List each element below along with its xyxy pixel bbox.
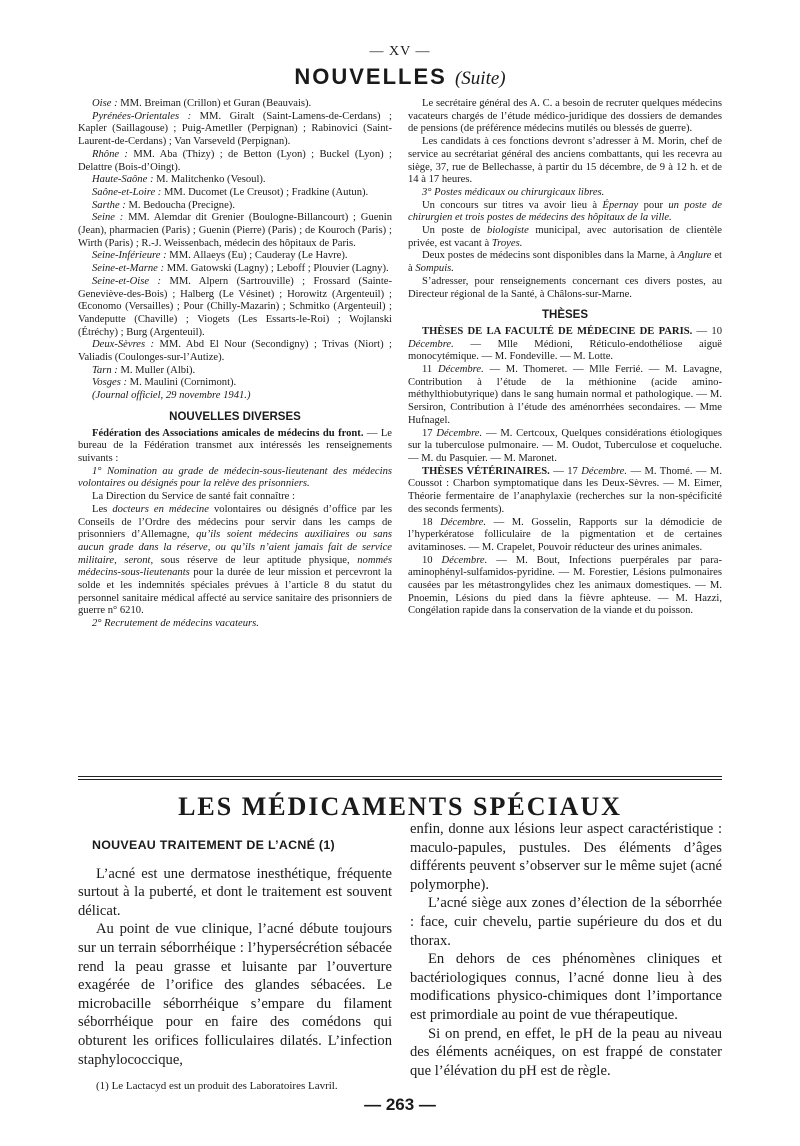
epernay-text: Épernay <box>602 199 639 211</box>
acne-heading: NOUVEAU TRAITEMENT DE L’ACNÉ (1) <box>92 838 335 852</box>
region-text: M. Muller (Albi). <box>117 364 196 376</box>
region-text: MM. Alemdar dit Grenier (Boulogne-Billancourt) ; Guenin (Jean), pharmacien (Paris) ; Guenin (Pierre) (Paris) ; de Kouroch (Paris) ; Wirth (Paris) ; R.-J. Weissenbach, médecin des hôpitaux de Paris. <box>78 212 392 249</box>
region-label: Seine : <box>92 212 124 224</box>
list-item <box>78 276 392 340</box>
acne-right-column <box>410 820 722 1080</box>
acne-paragraph: enfin, donne aux lésions leur aspect caractéristique : maculo-papules, pustules. Des éléments d’âges différents peuvent s’observer sur le même sujet (acné polymorphe). <box>410 821 722 893</box>
roman-page-number: — XV — <box>369 44 431 59</box>
thesis-text: — M. Thomé. — M. Coussot : Charbon symptomatique dans les Deux-Sèvres. — M. Eimer, Théorie fermentaire de l’anaphylaxie (recherches sur la non-spécificité des seconds ferments). <box>408 465 722 515</box>
page-number: — 263 — <box>364 1095 436 1114</box>
faculty-title: THÈSES DE LA FACULTÉ DE MÉDECINE DE PARIS. <box>422 325 693 337</box>
left-column <box>78 98 392 631</box>
region-text: MM. Aba (Thizy) ; de Betton (Lyon) ; Buckel (Lyon) ; Delattre (Bois-d’Oingt). <box>78 148 392 173</box>
list-item <box>78 250 392 263</box>
footnote: (1) Le Lactacyd est un produit des Laboratoires Lavril. <box>96 1080 338 1093</box>
thesis-entry <box>408 364 722 428</box>
federation-text: — Le bureau de la Fédération transmet aux intéressés les renseignements suivants : <box>78 427 392 464</box>
federation-paragraph <box>78 428 392 466</box>
acne-paragraph: L’acné est une dermatose inesthétique, fréquente surtout à la puberté, et dont le traitement est souvent délicat. <box>78 865 392 919</box>
acne-paragraph: Au point de vue clinique, l’acné débute toujours sur un terrain séborrhéique : l’hypersécrétion sébacée rend la peau grasse et luisante par l’ouverture exagérée de l’orifice des glandes sébacées. Le microbacille séborrhéique s’empare du filament séborrhéique pour en faire des comédons qui obturent les orifices folliculaires dilatés. L’infection staphylococcique, <box>78 921 392 1068</box>
epernay-text: Un concours sur titres va avoir lieu à <box>422 199 603 211</box>
thesis-text: — 17 <box>549 465 582 477</box>
contact-paragraph: S’adresser, pour renseignements concernant ces divers postes, au Directeur régional de la Santé, à Châlons-sur-Marne. <box>408 275 722 300</box>
thesis-entry <box>408 326 722 364</box>
thesis-text: 11 <box>422 364 438 376</box>
region-text: MM. Giralt (Saint-Lamens-de-Cerdans) ; Kapler (Saillagouse) ; Puig-Ametller (Perpignan) ; Rabinovici (Saint-Laurent-de-Cerdans) ; Van Varseveld (Perpignan). <box>78 110 392 148</box>
list-item <box>78 174 392 187</box>
doctors-text: docteurs en médecine <box>112 503 209 515</box>
doctors-text: nommés médecins-sous-lieutenants <box>78 554 392 579</box>
federation-title: Fédération des Associations amicales de médecins du front. <box>92 427 364 439</box>
list-item <box>78 212 392 250</box>
region-text: MM. Alpern (Sartrouville) ; Frossard (Sainte-Geneviève-des-Bois) ; Halberg (Le Vésinet) ; Horowitz (Argenteuil) ; Œconomo (Versailles) ; Pour (Chilly-Mazarin) ; Schmitko (Argenteuil) ; Vandeputte (Chaville) ; Viogets (Les Essarts-le-Roi) ; Wojlanski (Étréchy) ; Burg (Argenteuil). <box>78 275 392 338</box>
acne-paragraph: Si on prend, en effet, le pH de la peau au niveau des éléments acnéiques, on est frappé de constater que l’élévation du pH est de règle. <box>410 1025 722 1079</box>
region-label: Sarthe : <box>92 199 126 211</box>
thesis-text: — M. Gosselin, Rapports sur la démodicie de l’hyperkératose folliculaire de la pigmentation et de certaines avitaminoses. — M. Crapelet, Pouvoir réducteur des urines animales. <box>408 516 722 553</box>
medicaments-title: LES MÉDICAMENTS SPÉCIAUX <box>178 792 622 821</box>
region-label: Seine-Inférieure : <box>92 250 167 262</box>
direction-paragraph: La Direction du Service de santé fait connaître : <box>92 491 295 503</box>
secretary-paragraph: Le secrétaire général des A. C. a besoin de recruter quelques médecins vacateurs chargés de l’étude médico-juridique des dossiers de demandes de pensions (de préférence médecins mutilés ou blessés de guerre). <box>408 98 722 135</box>
thesis-entry <box>408 466 722 517</box>
thesis-text: 18 <box>422 516 441 528</box>
region-text: MM. Abd El Nour (Secondigny) ; Trivas (Niort) ; Valiadis (Coulonges-sur-l’Autize). <box>78 339 392 364</box>
recruitment-paragraph: 2° Recrutement de médecins vacateurs. <box>92 618 259 630</box>
thesis-text: — Mlle Médioni, Réticulo-endothéliose aiguë monocytémique. — M. Fondeville. — M. Lotte. <box>408 338 722 363</box>
region-label: Oise : <box>92 98 118 109</box>
region-label: Vosges : <box>92 377 128 389</box>
thesis-date: Décembre. <box>581 465 628 477</box>
list-item <box>78 98 392 111</box>
thesis-date: Décembre. <box>408 338 454 350</box>
epernay-paragraph <box>408 200 722 225</box>
list-item <box>78 377 392 390</box>
region-text: M. Maulini (Cornimont). <box>127 377 237 389</box>
list-item <box>78 339 392 364</box>
region-text: MM. Breiman (Crillon) et Guran (Beauvais). <box>117 98 312 109</box>
thesis-date: Décembre. <box>437 364 484 376</box>
diverses-heading: NOUVELLES DIVERSES <box>169 410 301 423</box>
region-label: Tarn : <box>92 364 118 376</box>
troyes-text: biologiste <box>487 225 529 237</box>
region-label: Seine-et-Marne : <box>92 263 165 275</box>
acne-left-column <box>78 826 392 1093</box>
section-title <box>0 64 800 90</box>
epernay-text: pour <box>638 199 669 211</box>
thesis-text: — M. Thomeret. — Mlle Ferrié. — M. Lavagne, Contribution à l’étude de la méthionine (acide amino-méthylthiobutyrique) dans le sang humain normal et pathologique. — M. Sersiron, Contribution à l’étude des aménorrhées secondaires. — Mme Hufnagel. <box>408 364 722 426</box>
list-item <box>78 149 392 174</box>
thesis-entry <box>408 428 722 466</box>
veterinary-title: THÈSES VÉTÉRINAIRES. <box>422 465 550 477</box>
thesis-date: Décembre. <box>436 427 483 439</box>
region-label: Saône-et-Loire : <box>92 186 162 198</box>
doctors-text: Les <box>92 503 113 515</box>
region-text: MM. Ducomet (Le Creusot) ; Fradkine (Autun). <box>161 186 369 198</box>
right-column <box>408 98 722 618</box>
thesis-text: — 10 <box>692 325 722 337</box>
list-item <box>78 263 392 276</box>
marne-text: Sompuis. <box>415 263 454 275</box>
region-label: Haute-Saône : <box>92 174 154 186</box>
list-item <box>78 200 392 213</box>
list-item <box>78 187 392 200</box>
region-text: MM. Allaeys (Eu) ; Cauderay (Le Havre). <box>166 250 348 262</box>
region-text: M. Malitchenko (Vesoul). <box>153 174 266 186</box>
region-label: Seine-et-Oise : <box>92 275 162 287</box>
thesis-text: — M. Certcoux, Quelques considérations étiologiques sur la tuberculose pulmonaire. — M. Oudot, Tuberculose et coqueluche. — M. du Pasquier. — M. Maronet. <box>408 427 722 464</box>
region-text: M. Bedoucha (Precigne). <box>125 199 235 211</box>
list-item <box>78 111 392 149</box>
marne-text: et à <box>408 250 722 275</box>
region-label: Pyrénées-Orientales : <box>92 110 192 122</box>
candidates-paragraph: Les candidats à ces fonctions devront s’adresser à M. Morin, chef de service au secrétariat général des anciens combattants, qui les recevra au siège, 37, rue de Bellechasse, à partir du 15 décembre, de 9 à 12 h. et de 14 à 17 heures. <box>408 136 722 186</box>
epernay-text: un poste de chirurgien et trois postes de médecins des hôpitaux de la ville. <box>408 199 722 224</box>
thesis-date: Décembre. <box>441 554 488 566</box>
thesis-entry <box>408 517 722 555</box>
thesis-text: 17 <box>422 427 437 439</box>
doctors-text: volontaires ou désignés d’office par les Conseils de l’Ordre des médecins pour servir dans les camps de prisonniers d’Allemagne, <box>78 503 392 541</box>
doctors-text: qu’ils soient médecins auxiliaires ou sans aucun grade dans la réserve, ou qu’ils n’aient jamais fait de service militaire, seront, <box>78 529 392 566</box>
thesis-date: Décembre. <box>440 516 486 528</box>
region-label: Deux-Sèvres : <box>92 339 155 351</box>
troyes-paragraph <box>408 225 722 250</box>
troyes-text: Troyes. <box>491 237 523 249</box>
doctors-text: pour la durée de leur mission et percevront la solde et les indemnités spéciales prévues à l’article 8 du statut du personnel sanitaire médical affecté au service sanitaire des prisonniers de guerre n° 6210. <box>78 567 392 617</box>
doctors-paragraph <box>78 504 392 618</box>
troyes-text: municipal, avec autorisation de clientèle privée, est vacant à <box>408 225 722 249</box>
marne-text: Anglure <box>677 250 712 262</box>
nomination-paragraph: 1° Nomination au grade de médecin-sous-lieutenant des médecins volontaires ou désignés pour la relève des prisonniers. <box>78 465 392 490</box>
section-divider <box>78 779 722 780</box>
source-citation: (Journal officiel, 29 novembre 1941.) <box>92 390 251 402</box>
thesis-entry <box>408 555 722 619</box>
theses-heading: THÈSES <box>541 309 588 322</box>
thesis-text: — M. Bout, Infections puerpérales par para-aminophényl-sulfamidos-pyridine. — M. Forestier, Lésions pulmonaires causées par les métastrongylides chez les animaux domestiques. — M. Pnoemin, Lésions du pied dans la fièvre aphteuse. — M. Hazzi, Congélation rapide dans la conservation de la viande et du poisson. <box>408 554 722 617</box>
acne-paragraph: L’acné siège aux zones d’élection de la séborrhée : face, cuir chevelu, partie supérieure du dos et du thorax. <box>410 895 722 949</box>
marne-paragraph <box>408 250 722 275</box>
posts-heading: 3° Postes médicaux ou chirurgicaux libres. <box>422 186 605 198</box>
section-title-suite: (Suite) <box>454 68 506 89</box>
marne-text: Deux postes de médecins sont disponibles dans la Marne, à <box>422 250 678 262</box>
section-divider <box>78 776 722 777</box>
doctors-text: sous réserve de leur aptitude physique, <box>153 554 358 566</box>
acne-paragraph: En dehors de ces phénomènes cliniques et bactériologiques connus, l’acné donne lieu à des modifications physico-chimiques dont l’importance est primordiale au point de vue thérapeutique. <box>410 951 722 1023</box>
region-label: Rhône : <box>92 148 128 160</box>
list-item <box>78 365 392 378</box>
region-text: MM. Gatowski (Lagny) ; Leboff ; Plouvier (Lagny). <box>164 263 389 275</box>
section-title-text: NOUVELLES <box>294 64 447 89</box>
thesis-text: 10 <box>422 554 442 566</box>
troyes-text: Un poste de <box>422 225 488 237</box>
